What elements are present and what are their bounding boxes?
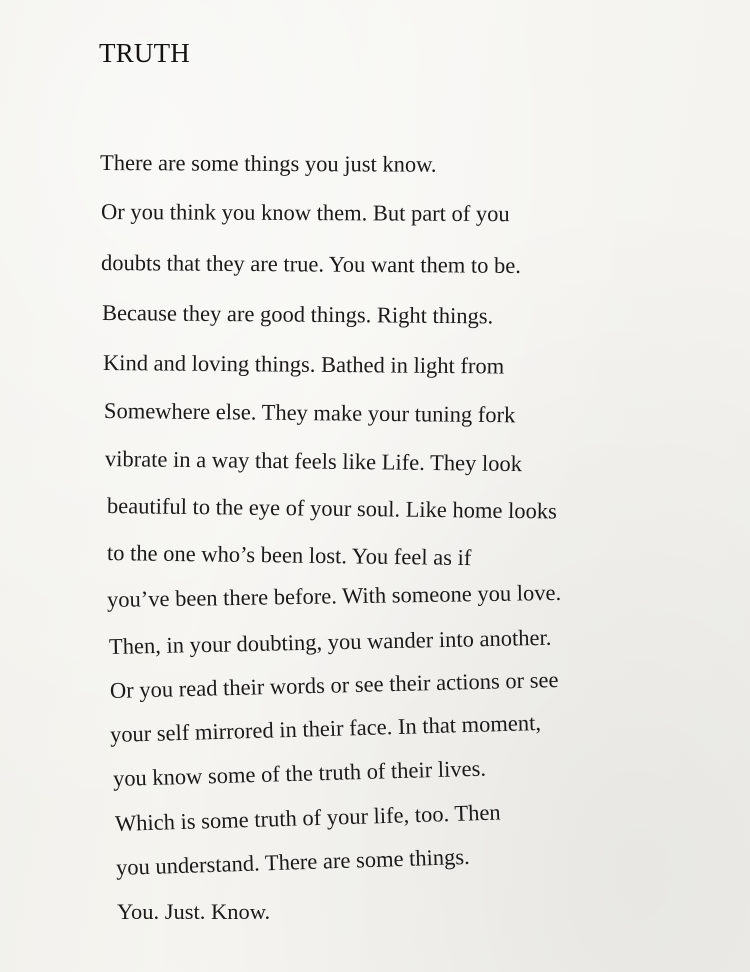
poem-line: you know some of the truth of their lives. bbox=[112, 755, 487, 791]
poem-line: to the one who’s been lost. You feel as if bbox=[106, 540, 472, 571]
poem-line: Kind and loving things. Bathed in light from bbox=[102, 350, 505, 379]
poem-line: Which is some truth of your life, too. Then bbox=[114, 799, 501, 836]
poem-line: There are some things you just know. bbox=[99, 150, 437, 177]
poem-line: Or you read their words or see their actions or see bbox=[109, 667, 559, 703]
poem-line: beautiful to the eye of your soul. Like home looks bbox=[106, 493, 558, 524]
poem-line: Then, in your doubting, you wander into another. bbox=[108, 624, 552, 659]
poem-line: Or you think you know them. But part of you bbox=[100, 199, 510, 227]
poem-line: Somewhere else. They make your tuning fork bbox=[103, 398, 516, 428]
poem-line: Because they are good things. Right things. bbox=[101, 300, 494, 329]
poem-line: your self mirrored in their face. In that moment, bbox=[109, 709, 542, 747]
poem-line: You. Just. Know. bbox=[117, 899, 271, 924]
poem-line: you’ve been there before. With someone you love. bbox=[106, 579, 562, 612]
poem-line: you understand. There are some things. bbox=[115, 843, 471, 880]
poem-line: doubts that they are true. You want them to be. bbox=[100, 250, 522, 278]
poem-line: vibrate in a way that feels like Life. They look bbox=[104, 446, 523, 477]
poem-title: TRUTH bbox=[99, 38, 190, 68]
